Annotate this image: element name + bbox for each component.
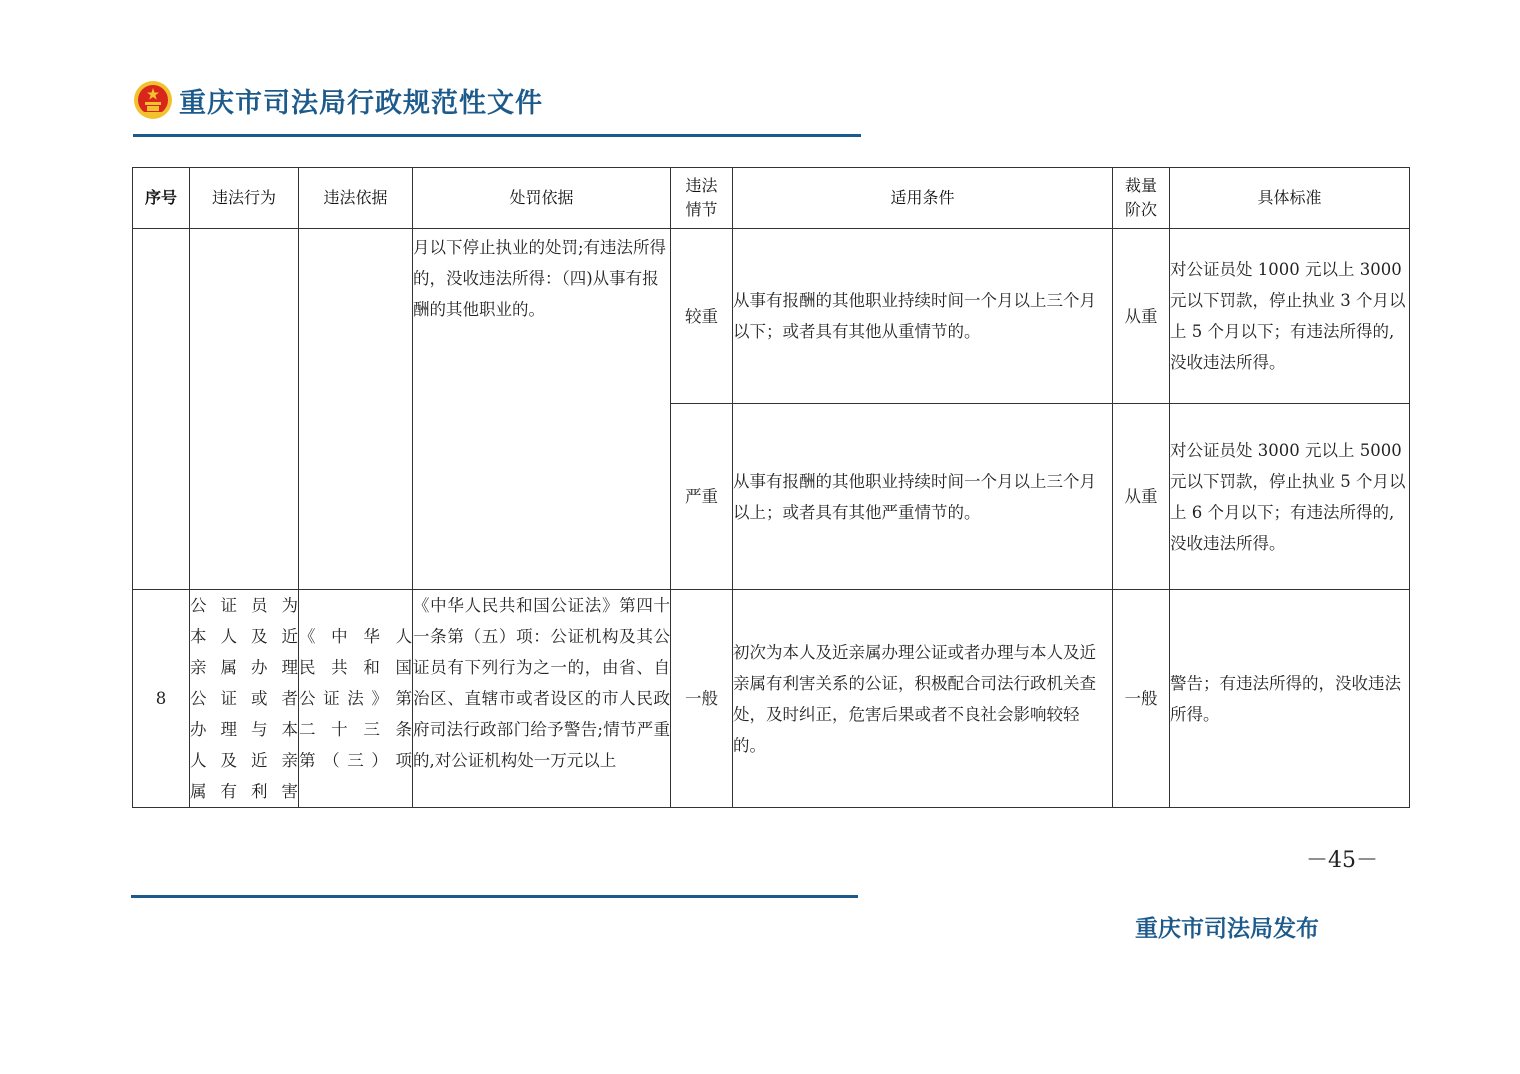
column-header-standard: 具体标准 [1170,168,1410,229]
table-cell-law [299,590,413,808]
table-cell-level: 一般 [1113,590,1170,808]
table-cell-condition: 从事有报酬的其他职业持续时间一个月以上三个月以上；或者具有其他严重情节的。 [733,404,1113,590]
table-cell-standard: 警告；有违法所得的，没收违法所得。 [1170,590,1410,808]
table-cell-severity: 较重 [671,229,733,404]
table-cell-no: 8 [133,590,190,808]
table-cell-standard: 对公证员处 1000 元以上 3000 元以下罚款，停止执业 3 个月以上 5 个月以下；有违法所得的,没收违法所得。 [1170,229,1410,404]
table-row [133,229,1410,404]
table-cell-severity: 一般 [671,590,733,808]
table-row [133,590,1410,808]
table-cell-no [133,229,190,590]
footer-divider [131,895,858,898]
law-line: 第（三）项 [299,751,412,770]
column-header-severity [671,168,733,229]
page-number: －45－ [1306,848,1378,873]
column-header-severity-line1: 违法 [685,176,718,195]
column-header-act: 违法行为 [190,168,299,229]
law-line: 二十三条 [299,720,412,739]
column-header-law: 违法依据 [299,168,413,229]
document-title: 重庆市司法局行政规范性文件 [179,87,543,119]
table-cell-penalty-basis: 月以下停止执业的处罚;有违法所得的，没收违法所得：（四)从事有报酬的其他职业的。 [413,229,671,590]
column-header-condition: 适用条件 [733,168,1113,229]
national-emblem-icon [133,80,173,120]
act-line: 公证员为 [190,596,298,615]
act-line: 亲属办理 [190,658,298,677]
law-line: 《中华人 [299,627,412,646]
document-header [133,78,543,122]
table-cell-condition: 初次为本人及近亲属办理公证或者办理与本人及近亲属有利害关系的公证，积极配合司法行政机关查处，及时纠正，危害后果或者不良社会影响较轻的。 [733,590,1113,808]
act-line: 办理与本 [190,720,298,739]
act-line: 公证或者 [190,689,298,708]
act-line: 本人及近 [190,627,298,646]
table-header-row [133,168,1410,229]
table-cell-act [190,590,299,808]
law-line: 公证法》第 [299,689,412,708]
column-header-level-line2: 阶次 [1124,200,1157,219]
table-cell-penalty-basis: 《中华人民共和国公证法》第四十一条第（五）项：公证机构及其公证员有下列行为之一的，由省、自治区、直辖市或者设区的市人民政府司法行政部门给予警告;情节严重的,对公证机构处一万元以上 [413,590,671,808]
column-header-level-line1: 裁量 [1124,176,1157,195]
publisher-label: 重庆市司法局发布 [1135,916,1319,942]
table-cell-condition: 从事有报酬的其他职业持续时间一个月以上三个月以下；或者具有其他从重情节的。 [733,229,1113,404]
column-header-no: 序号 [133,168,190,229]
table-cell-standard: 对公证员处 3000 元以上 5000 元以下罚款，停止执业 5 个月以上 6 个月以下；有违法所得的,没收违法所得。 [1170,404,1410,590]
column-header-level [1113,168,1170,229]
table-cell-law [299,229,413,590]
table-cell-level: 从重 [1113,404,1170,590]
table-cell-act [190,229,299,590]
table-cell-level: 从重 [1113,229,1170,404]
act-line: 人及近亲 [190,751,298,770]
law-line: 民共和国 [299,658,412,677]
act-line: 属有利害 [190,782,298,801]
table-cell-severity: 严重 [671,404,733,590]
column-header-severity-line2: 情节 [685,200,718,219]
header-divider [133,134,861,137]
column-header-penalty-basis: 处罚依据 [413,168,671,229]
penalty-standards-table [132,167,1410,808]
